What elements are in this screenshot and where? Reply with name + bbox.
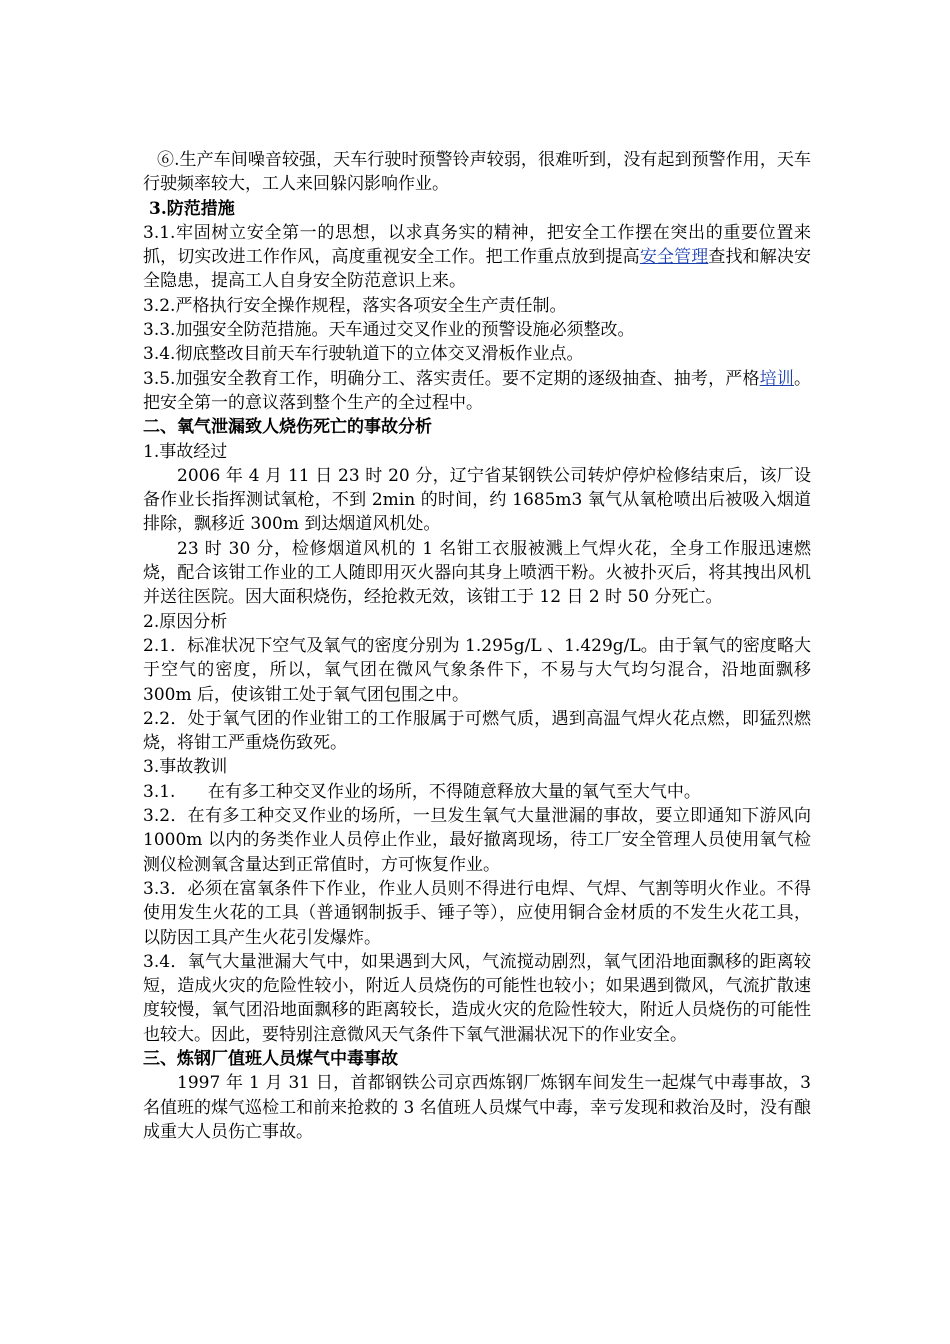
paragraph-measure-3-2: 3.2.严格执行安全操作规程，落实各项安全生产责任制。: [143, 295, 567, 316]
paragraph-measure-3-4: 3.4.彻底整改目前天车行驶轨道下的立体交叉滑板作业点。: [143, 344, 584, 365]
link-safety-management[interactable]: 安全管理: [639, 247, 709, 268]
paragraph-lesson-3-2: 3.2．在有多工种交叉作业的场所，一旦发生氧气大量泄漏的事故，要立即通知下游风向 1000m 以内的务类作业人员停止作业，最好撤离现场，待工厂安全管理人员使用氧气检测仪检测氧含量达到正常值时，方可恢复作业。: [143, 806, 811, 875]
measure-3-5-text-b: 。把安全第一的意议落到整个生产的全过程中。: [143, 368, 811, 413]
measure-3-1-text-b: 查找和解决安全隐患，提高工人自身安全防范意识上来。: [143, 247, 812, 292]
subheading-accident-process: 1.事故经过: [143, 441, 228, 462]
subheading-lessons: 3.事故教训: [143, 757, 228, 778]
paragraph-accident-process-b: 23 时 30 分，检修烟道风机的 1 名钳工衣服被溅上气焊火花，全身工作服迅速燃烧，配合该钳工作业的工人随即用灭火器向其身上喷洒干粉。火被扑灭后，将其拽出风机并送往医院。因大面积烧伤，经抢救无效，该钳工于 12 日 2 时 50 分死亡。: [143, 538, 811, 608]
paragraph-cause-2-2: 2.2．处于氧气团的作业钳工的工作服属于可燃气质，遇到高温气焊火花点燃，即猛烈燃烧，将钳工严重烧伤致死。: [143, 708, 811, 754]
paragraph-measure-3-5: [143, 367, 811, 416]
document-body: [143, 148, 811, 1144]
heading-prevention-measures: 3.防范措施: [149, 198, 235, 219]
measure-3-5-text-a: 3.5.加强安全教育工作，明确分工、落实责任。要不定期的逐级抽查、抽考，严格: [143, 368, 760, 389]
heading-section-oxygen-leak: 二、氧气泄漏致人烧伤死亡的事故分析: [143, 417, 432, 438]
link-training[interactable]: 培训: [759, 368, 794, 389]
subheading-cause-analysis: 2.原因分析: [143, 611, 228, 632]
paragraph-lesson-3-3: 3.3．必须在富氧条件下作业，作业人员则不得进行电焊、气焊、气割等明火作业。不得使用发生火花的工具（普通钢制扳手、锤子等），应使用铜合金材质的不发生火花工具，以防因工具产生火花引发爆炸。: [143, 878, 811, 948]
paragraph-measure-3-3: 3.3.加强安全防范措施。天车通过交叉作业的预警设施必须整改。: [143, 320, 635, 341]
heading-section-gas-poisoning: 三、炼钢厂值班人员煤气中毒事故: [143, 1048, 398, 1069]
paragraph-lesson-3-1: 3.1. 在有多工种交叉作业的场所，不得随意释放大量的氧气至大气中。: [143, 781, 701, 802]
paragraph-gas-poisoning-intro: 1997 年 1 月 31 日，首都钢铁公司京西炼钢厂炼钢车间发生一起煤气中毒事故，3 名值班的煤气巡检工和前来抢救的 3 名值班人员煤气中毒，幸亏发现和救治及时，没有酿成重大人员伤亡事故。: [143, 1073, 811, 1142]
paragraph-accident-process-a: 2006 年 4 月 11 日 23 时 20 分，辽宁省某钢铁公司转炉停炉检修结束后，该厂设备作业长指挥测试氧枪，不到 2min 的时间，约 1685m3 氧气从氧枪喷出后被吸入烟道排除，飘移近 300m 到达烟道风机处。: [143, 465, 811, 535]
paragraph-cause-2-1: 2.1．标准状况下空气及氧气的密度分别为 1.295g/L 、1.429g/L。由于氧气的密度略大于空气的密度，所以，氧气团在微风气象条件下，不易与大气均匀混合，沿地面飘移 300m 后，使该钳工处于氧气团包围之中。: [143, 635, 811, 705]
measure-3-1-text-a: 3.1.牢固树立安全第一的思想，以求真务实的精神，把安全工作摆在突出的重要位置来抓，切实改进工作作风，高度重视安全工作。把工作重点放到提高: [143, 222, 811, 268]
paragraph-measure-3-1: [143, 221, 811, 294]
paragraph-noise-cause: ⑥.生产车间噪音较强，天车行驶时预警铃声较弱，很难听到，没有起到预警作用，天车行驶频率较大，工人来回躲闪影响作业。: [143, 150, 811, 195]
paragraph-lesson-3-4: 3.4．氧气大量泄漏大气中，如果遇到大风，气流搅动剧烈，氧气团沿地面飘移的距离较短，造成火灾的危险性较小，附近人员烧伤的可能性也较小；如果遇到微风，气流扩散速度较慢，氧气团沿地面飘移的距离较长，造成火灾的危险性较大，附近人员烧伤的可能性也较大。因此，要特别注意微风天气条件下氧气泄漏状况下的作业安全。: [143, 951, 811, 1045]
